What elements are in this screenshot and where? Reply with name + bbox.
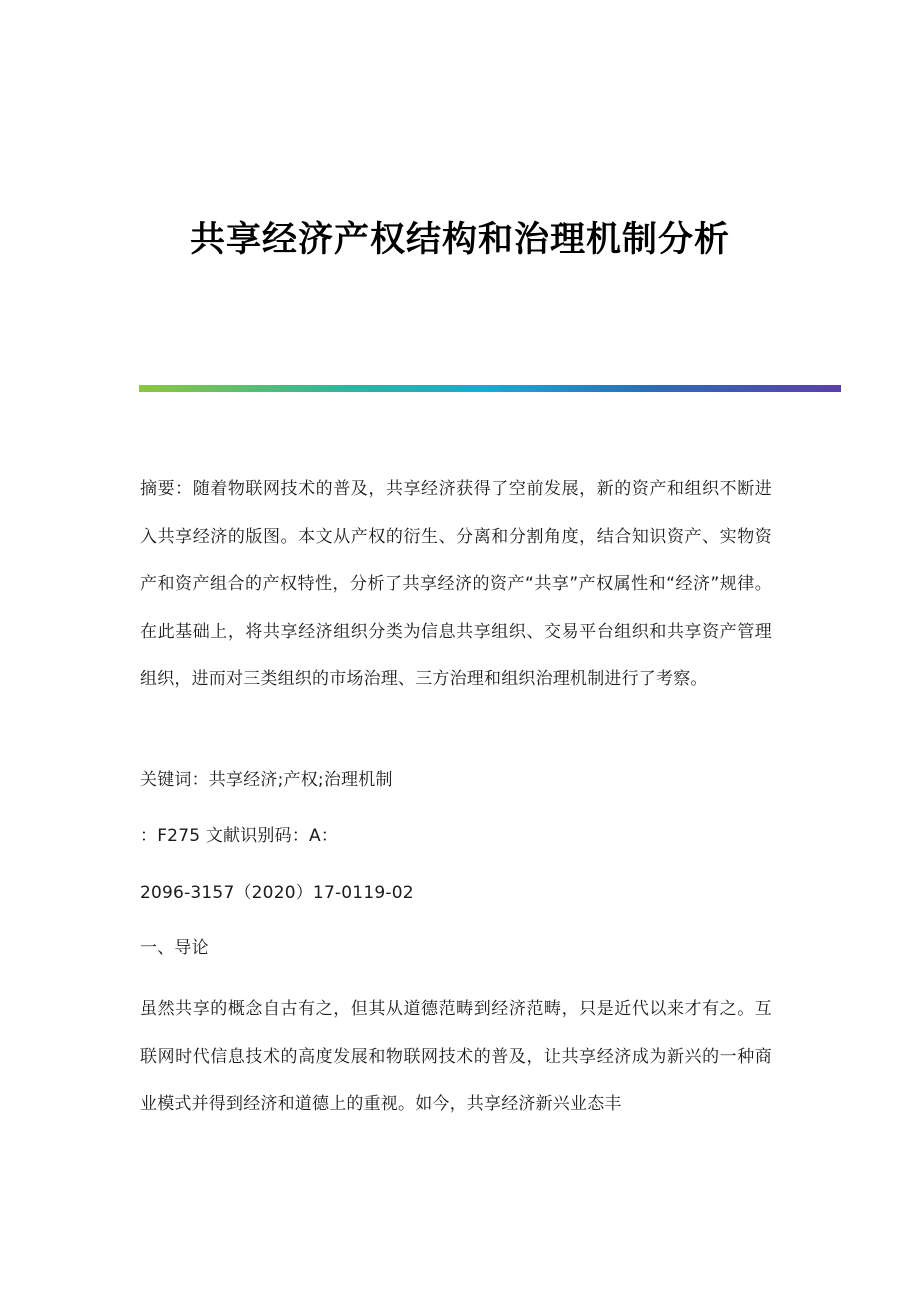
section-heading: 一、导论 — [140, 938, 209, 958]
keywords-line: 关键词：共享经济;产权;治理机制 — [140, 770, 393, 790]
classification-line: ：F275 文献识别码：A： — [140, 826, 339, 846]
article-number-line: 2096-3157（2020）17-0119-02 — [140, 883, 414, 903]
document-title: 共享经济产权结构和治理机制分析 — [189, 219, 730, 260]
intro-paragraph: 虽然共享的概念自古有之，但其从道德范畴到经济范畴，只是近代以来才有之。互联网时代信息技术的高度发展和物联网技术的普及，让共享经济成为新兴的一种商业模式并得到经济和道德上的重视。如今，共享经济新兴业态丰 — [140, 999, 772, 1114]
abstract-paragraph: 摘要：随着物联网技术的普及，共享经济获得了空前发展，新的资产和组织不断进入共享经济的版图。本文从产权的衍生、分离和分割角度，结合知识资产、实物资产和资产组合的产权特性，分析了共享经济的资产“共享”产权属性和“经济”规律。在此基础上，将共享经济组织分类为信息共享组织、交易平台组织和共享资产管理组织，进而对三类组织的市场治理、三方治理和组织治理机制进行了考察。 — [140, 479, 772, 689]
gradient-divider — [139, 385, 841, 392]
